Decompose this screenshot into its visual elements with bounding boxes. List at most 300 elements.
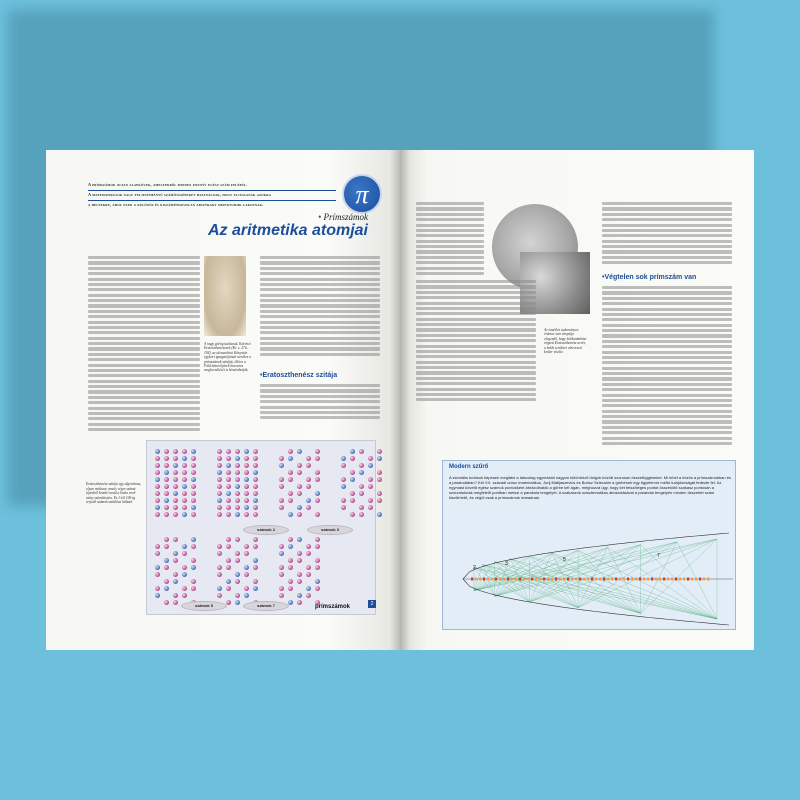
sieve-ball [217,449,222,454]
axis-number-mark [503,578,505,581]
sieve-ball [173,505,178,510]
sieve-ball [191,537,196,542]
right-page [400,150,754,650]
sieve-ball [297,463,302,468]
sieve-ball [155,512,160,517]
sieve-ball [155,586,160,591]
sieve-ball [191,565,196,570]
sieve-ball [297,579,302,584]
sieve-ball [226,544,231,549]
sieve-ball [191,491,196,496]
sieve-ball [164,449,169,454]
sieve-ball [244,470,249,475]
axis-number-mark [623,578,625,581]
sieve-ball [341,505,346,510]
sieve-ball [164,491,169,496]
sieve-ball [235,484,240,489]
sieve-ball [368,498,373,503]
sieve-ball [182,491,187,496]
sieve-ball [359,484,364,489]
sieve-ball [182,463,187,468]
sieve-ball [217,484,222,489]
portrait-caption: A nagy görög tudósnak, Kürénei Eratoszthenésznek (Kr. e. 276–194), az alexandriai Könyvtár egykori igazgatójának nevéhez a prímszámok szitáját, illetve a Föld átmérőjének bravúros megbecsülését is köszönhetjük. [204,342,252,373]
sieve-ball [182,551,187,556]
axis-number-mark [595,578,597,581]
sieve-ball [253,512,258,517]
axis-number-mark [591,578,593,581]
sieve-ball [368,477,373,482]
sieve-ball [226,470,231,475]
sieve-ball [377,456,382,461]
sieve-ball [244,512,249,517]
sieve-ball [288,600,293,605]
sieve-ball [173,558,178,563]
axis-number-mark [619,578,621,581]
sieve-ball [315,565,320,570]
axis-number-mark [491,578,493,581]
sieve-ball [279,565,284,570]
sieve-ball [253,586,258,591]
sieve-ball [235,477,240,482]
sieve-ball [377,498,382,503]
connecting-line [510,559,640,614]
sieve-ball [191,456,196,461]
sieve-ball [226,449,231,454]
sieve-ball [288,586,293,591]
sieve-tray: számok 5 [181,601,227,611]
sieve-ball [253,477,258,482]
sieve-ball [155,484,160,489]
axis-number-mark [483,578,485,581]
sieve-ball [244,586,249,591]
sieve-ball [368,505,373,510]
body-column-4 [602,286,732,445]
sieve-ball [306,463,311,468]
axis-number-mark [479,578,481,581]
sieve-ball [306,484,311,489]
sieve-ball [191,512,196,517]
sieve-ball [359,449,364,454]
sieve-ball [279,477,284,482]
sieve-ball [244,572,249,577]
sieve-ball [350,491,355,496]
sieve-ball [226,600,231,605]
sieve-ball [182,449,187,454]
sieve-ball [173,498,178,503]
connecting-line [578,542,677,608]
sieve-ball [155,551,160,556]
sieve-ball [164,512,169,517]
sieve-ball [182,593,187,598]
sieve-ball [288,558,293,563]
sieve-ball [350,449,355,454]
subhead-label: Végtelen sok prímszám van [604,274,697,281]
primes-label: prímszámok [315,604,351,610]
sieve-ball [315,456,320,461]
open-magazine [46,150,754,650]
sieve-tray: számok 2 [243,525,289,535]
sieve-ball [235,463,240,468]
sieve-ball [288,498,293,503]
pi-logo-icon [342,174,382,214]
body-column-1 [416,202,484,275]
connecting-line [495,562,717,619]
sieve-ball [173,512,178,517]
section-subhead: •Eratoszthenész szitája [260,372,338,379]
section-subhead: •Végtelen sok prímszám van [602,274,697,281]
sieve-ball [359,512,364,517]
sieve-ball [253,491,258,496]
sieve-ball [279,498,284,503]
sieve-ball [155,565,160,570]
subhead-label: Eratoszthenész szitája [262,372,338,379]
sieve-ball [350,498,355,503]
box-title: Modern szűrő [449,464,489,470]
axis-number-mark [547,578,549,581]
sieve-ball [226,456,231,461]
body-column-4 [260,384,380,419]
sieve-ball [155,593,160,598]
axis-number-mark [655,578,657,581]
axis-number-mark [575,578,577,581]
sieve-ball [350,470,355,475]
axis-number-mark [691,578,693,581]
sieve-ball [235,593,240,598]
sieve-ball [235,572,240,577]
sieve-ball [315,498,320,503]
sieve-ball [244,551,249,556]
sieve-ball [297,600,302,605]
sieve-ball [253,544,258,549]
sieve-ball [288,456,293,461]
axis-number-mark [515,578,517,581]
sieve-ball [155,544,160,549]
axis-number-mark [487,578,489,581]
sieve-tray: számok 7 [243,601,289,611]
axis-number-mark [499,578,501,581]
axis-number-mark [551,578,553,581]
sieve-ball [368,484,373,489]
sieve-ball [341,463,346,468]
sieve-ball [350,477,355,482]
sieve-ball [182,512,187,517]
sieve-ball [288,491,293,496]
spine-shadow [390,150,410,650]
sieve-ball [191,579,196,584]
sieve-ball [377,512,382,517]
sieve-ball [217,463,222,468]
sieve-ball [164,498,169,503]
connecting-line [483,565,717,620]
sieve-ball [182,544,187,549]
sieve-ball [235,498,240,503]
sieve-ball [244,484,249,489]
sieve-ball [182,470,187,475]
intro-line: A prímszámok olyan alapkövek, amelyekből minden pozitív egész szám felépül. [88,182,248,187]
axis-number-mark [659,578,661,581]
axis-number-mark [583,578,585,581]
sieve-ball [155,463,160,468]
axis-number-mark [667,578,669,581]
sieve-ball [191,505,196,510]
sieve-ball [306,498,311,503]
intro-text [88,180,336,210]
sieve-ball [297,593,302,598]
sieve-ball [288,565,293,570]
axis-number-mark [703,578,705,581]
axis-number-mark [635,578,637,581]
sieve-ball [306,456,311,461]
axis-number-mark [567,578,569,581]
sieve-ball [297,551,302,556]
sieve-ball [253,470,258,475]
sieve-ball [226,463,231,468]
sieve-ball [297,484,302,489]
sieve-ball [226,579,231,584]
sieve-ball [279,463,284,468]
sieve-ball [155,456,160,461]
sieve-ball [235,579,240,584]
sieve-ball [155,491,160,496]
sieve-ball [279,505,284,510]
axis-number-mark [651,578,653,581]
sieve-ball [377,491,382,496]
body-column-1 [88,256,200,431]
axis-number-mark [555,578,557,581]
sieve-ball [253,579,258,584]
sieve-ball [173,477,178,482]
sieve-ball [279,544,284,549]
sieve-ball [297,470,302,475]
sieve-ball [155,505,160,510]
sieve-ball [191,470,196,475]
axis-number-mark [643,578,645,581]
sieve-tray: számok 3 [307,525,353,535]
body-column-3 [260,256,380,356]
sieve-ball [253,456,258,461]
sieve-ball [191,463,196,468]
connecting-line [641,539,717,613]
pi-symbol: π [355,180,369,209]
sieve-ball [164,558,169,563]
sieve-ball [350,512,355,517]
sieve-ball [226,565,231,570]
axis-number-mark [587,578,589,581]
sieve-ball [155,477,160,482]
axis-number-mark [519,578,521,581]
page-number: 2 [368,600,376,608]
sieve-ball [377,470,382,475]
sieve-ball [288,477,293,482]
sieve-ball [288,512,293,517]
sieve-ball [217,593,222,598]
sieve-ball [368,456,373,461]
sieve-ball [164,544,169,549]
connecting-line [495,539,717,596]
moon-caption: Az ismétlés tudományos érdeme sem árnyalja elegendő, hogy holdszámítást végzett Eratoszthenész nevét, a holdi területet elnevezett kráter viselte. [544,328,587,355]
sieve-ball [297,537,302,542]
sieve-ball [217,456,222,461]
axis-number-mark [539,578,541,581]
sieve-ball [279,572,284,577]
sieve-ball [244,544,249,549]
sieve-ball [173,491,178,496]
sieve-ball [226,512,231,517]
sieve-ball [235,558,240,563]
sieve-ball [226,558,231,563]
article-title: Az aritmetika atomjai [207,222,368,239]
sieve-ball [279,551,284,556]
sieve-ball [235,537,240,542]
sieve-ball [297,512,302,517]
sieve-ball [173,537,178,542]
sieve-ball [253,484,258,489]
axis-number-mark [615,578,617,581]
axis-number-mark [535,578,537,581]
sieve-ball [306,551,311,556]
axis-number-label: 2 [473,565,476,571]
axis-number-mark [679,578,681,581]
sieve-ball [235,449,240,454]
sieve-ball [164,463,169,468]
sieve-ball [164,470,169,475]
sieve-ball [306,593,311,598]
divider [88,190,336,191]
axis-number-mark [507,578,509,581]
sieve-ball [341,498,346,503]
sieve-ball [306,586,311,591]
sieve-ball [244,456,249,461]
sieve-ball [155,498,160,503]
axis-number-mark [563,578,565,581]
sieve-ball [217,498,222,503]
sieve-ball [235,600,240,605]
sieve-ball [191,449,196,454]
sieve-ball [182,456,187,461]
sieve-ball [182,586,187,591]
sieve-ball [173,593,178,598]
kicker-label: Prímszámok [323,212,368,222]
sieve-ball [279,484,284,489]
sieve-ball [226,586,231,591]
sieve-ball [173,600,178,605]
sieve-ball [235,456,240,461]
connecting-line [495,542,677,597]
axis-number-mark [543,578,545,581]
sieve-ball [226,484,231,489]
axis-number-label: 7 [657,553,660,559]
axis-number-mark [683,578,685,581]
sieve-ball [359,491,364,496]
sieve-ball [164,505,169,510]
sieve-ball [173,449,178,454]
sieve-ball [155,449,160,454]
body-column-3 [602,202,732,264]
sieve-ball [279,456,284,461]
box-text: A zseniális tudósok képesek meglátni a látszólag egymástól nagyon különböző dolgok között szorosan összefüggéseket. Mi lehet a közös a prímszámokban és a parabolában? Két XX. századi orosz matematikus, Jurij Matijaszevics és Borisz Sztecskin a görbének egy figyelemre méltó tulajdonságát fedezte fel. Az egymást követő egész számok pontokként ábrázolhatók a görbe két ágán, méghozzá úgy, hogy két tetszőleges pontot összekötő szakasz pontosan a szorzatuknak megfelelő pontban metszi a parabola tengelyét. A szakaszok szisztematikus ábrázolásával a parabola tengelyén minden összetett szám kiszűrhető, és végül csak a prímszámok maradnak. [449,475,731,500]
sieve-ball [217,512,222,517]
sieve-ball [235,470,240,475]
sieve-ball [279,586,284,591]
axis-number-mark [559,578,561,581]
sieve-ball [244,477,249,482]
axis-number-mark [671,578,673,581]
sieve-ball [315,537,320,542]
axis-number-label: 5 [563,557,566,563]
sieve-ball [226,498,231,503]
sieve-ball [173,572,178,577]
sieve-ball [368,463,373,468]
sieve-ball [297,505,302,510]
sieve-ball [306,565,311,570]
sieve-ball [288,537,293,542]
sieve-ball [217,565,222,570]
sieve-ball [182,572,187,577]
axis-number-mark [695,578,697,581]
axis-number-mark [471,578,473,581]
axis-number-mark [627,578,629,581]
sieve-ball [173,456,178,461]
sieve-ball [297,558,302,563]
sieve-ball [226,491,231,496]
sieve-ball [377,449,382,454]
sieve-ball [253,558,258,563]
sieve-ball [315,586,320,591]
sieve-ball [191,586,196,591]
sieve-ball [164,579,169,584]
axis-number-mark [611,578,613,581]
sieve-ball [164,565,169,570]
sieve-ball [244,498,249,503]
sieve-ball [253,449,258,454]
sieve-ball [244,449,249,454]
parabola-branch [463,533,729,579]
sieve-ball [315,449,320,454]
sieve-ball [191,477,196,482]
sieve-ball [217,505,222,510]
intro-line: a helyekre, ahol ezek a különös és kiszámíthatatlan absztrakt objektumok lakoznak. [88,202,264,207]
sieve-ball [164,456,169,461]
sieve-ball [217,551,222,556]
sieve-ball [235,512,240,517]
sieve-ball [217,572,222,577]
connecting-line [578,539,717,608]
axis-number-mark [527,578,529,581]
sieve-ball [235,551,240,556]
sieve-ball [288,470,293,475]
divider [88,200,336,201]
axis-number-mark [495,578,497,581]
sieve-ball [191,498,196,503]
sieve-ball [244,565,249,570]
sieve-ball [173,463,178,468]
sieve-ball [279,593,284,598]
sieve-ball [217,477,222,482]
axis-number-mark [647,578,649,581]
sieve-ball [164,537,169,542]
sieve-ball [306,477,311,482]
sieve-ball [155,470,160,475]
sieve-ball [164,586,169,591]
sieve-ball [359,463,364,468]
axis-number-mark [523,578,525,581]
sieve-ball [182,565,187,570]
sieve-ball [306,544,311,549]
sieve-ball [182,484,187,489]
sieve-ball [182,498,187,503]
sieve-ball [315,470,320,475]
sieve-ball [253,537,258,542]
